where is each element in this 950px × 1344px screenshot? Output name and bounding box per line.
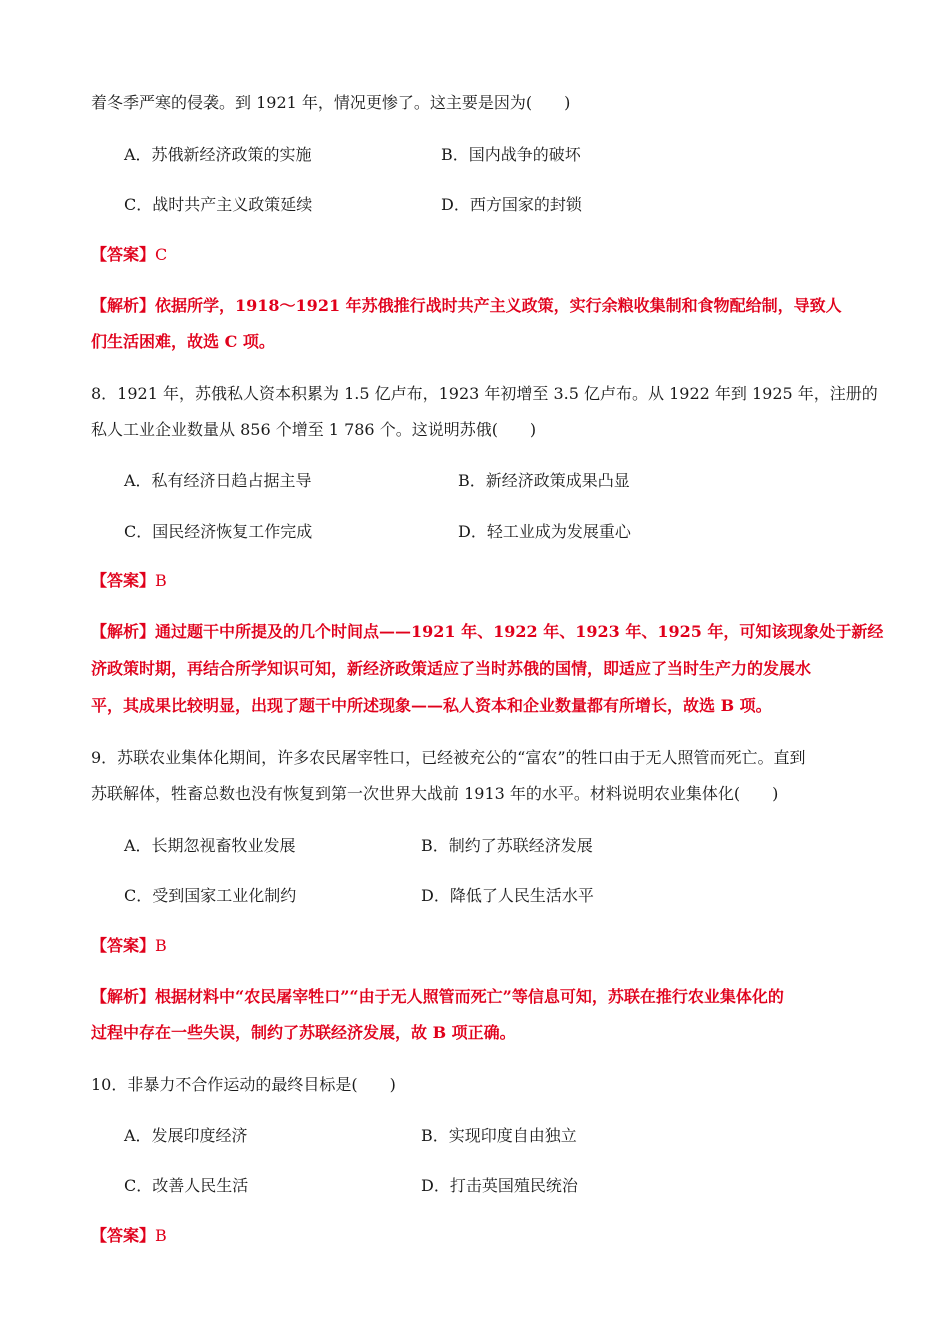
q8-option-a: A．私有经济日趋占据主导	[124, 471, 312, 490]
answer-label: 【答案】	[91, 936, 156, 955]
q8-analysis-line-1	[91, 621, 884, 643]
q8-stem-line-1: 8．1921 年，苏俄私人资本积累为 1.5 亿卢布，1923 年初增至 3.5 亿卢布。从 1922 年到 1925 年，注册的	[91, 384, 878, 403]
q8-option-c: C．国民经济恢复工作完成	[124, 522, 313, 541]
q7-answer	[91, 244, 167, 266]
q9-stem-line-2: 苏联解体，牲畜总数也没有恢复到第一次世界大战前 1913 年的水平。材料说明农业集体化( )	[91, 784, 779, 803]
q7-option-b: B．国内战争的破坏	[441, 145, 581, 164]
q7-option-d: D．西方国家的封锁	[441, 195, 582, 214]
q7-analysis-line-1	[91, 295, 866, 317]
q9-answer	[91, 935, 167, 957]
q9-analysis-line-2: 过程中存在一些失误，制约了苏联经济发展，故 B 项正确。	[91, 1023, 516, 1042]
answer-value: C	[155, 245, 168, 264]
q8-option-b: B．新经济政策成果凸显	[458, 471, 630, 490]
q9-option-b: B．制约了苏联经济发展	[421, 836, 593, 855]
q10-option-b: B．实现印度自由独立	[421, 1126, 577, 1145]
q7-option-a: A．苏俄新经济政策的实施	[124, 145, 312, 164]
answer-label: 【答案】	[91, 571, 156, 590]
q10-option-c: C．改善人民生活	[124, 1176, 249, 1195]
q8-stem-line-2: 私人工业企业数量从 856 个增至 1 786 个。这说明苏俄( )	[91, 420, 537, 439]
answer-value: B	[155, 571, 167, 590]
analysis-text: 根据材料中“农民屠宰牲口”“由于无人照管而死亡”等信息可知，苏联在推行农业集体化的	[155, 987, 784, 1006]
q8-answer	[91, 570, 167, 592]
q10-answer	[91, 1225, 167, 1247]
q7-analysis-line-2: 们生活困难，故选 C 项。	[91, 332, 275, 351]
answer-value: B	[155, 936, 167, 955]
q9-option-c: C．受到国家工业化制约	[124, 886, 297, 905]
analysis-label: 【解析】	[91, 296, 156, 315]
answer-label: 【答案】	[91, 1226, 156, 1245]
q9-option-a: A．长期忽视畜牧业发展	[124, 836, 296, 855]
q10-stem-line-1: 10．非暴力不合作运动的最终目标是( )	[91, 1075, 396, 1094]
answer-value: B	[155, 1226, 167, 1245]
q7-stem-tail: 着冬季严寒的侵袭。到 1921 年，情况更惨了。这主要是因为( )	[91, 93, 571, 112]
analysis-text: 依据所学，1918～1921 年苏俄推行战时共产主义政策，实行余粮收集制和食物配给制，导致人	[155, 296, 842, 315]
answer-label: 【答案】	[91, 245, 156, 264]
q8-analysis-line-2: 济政策时期，再结合所学知识可知，新经济政策适应了当时苏俄的国情，即适应了当时生产力的发展水	[91, 659, 812, 678]
analysis-label: 【解析】	[91, 987, 156, 1006]
q10-option-a: A．发展印度经济	[124, 1126, 248, 1145]
q9-option-d: D．降低了人民生活水平	[421, 886, 594, 905]
analysis-text: 通过题干中所提及的几个时间点——1921 年、1922 年、1923 年、1925 年，可知该现象处于新经	[155, 622, 884, 641]
q8-analysis-line-3: 平，其成果比较明显，出现了题干中所述现象——私人资本和企业数量都有所增长，故选 B 项。	[91, 696, 772, 715]
q7-option-c: C．战时共产主义政策延续	[124, 195, 313, 214]
q9-stem-line-1: 9．苏联农业集体化期间，许多农民屠宰牲口，已经被充公的“富农”的牲口由于无人照管而死亡。直到	[91, 748, 806, 767]
analysis-label: 【解析】	[91, 622, 156, 641]
q10-option-d: D．打击英国殖民统治	[421, 1176, 578, 1195]
q8-option-d: D．轻工业成为发展重心	[458, 522, 631, 541]
q9-analysis-line-1	[91, 986, 866, 1008]
